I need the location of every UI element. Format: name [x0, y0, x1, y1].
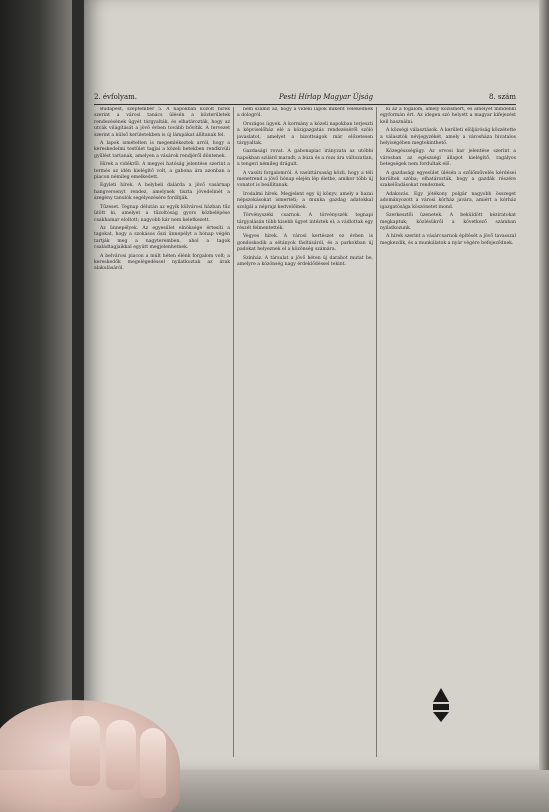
paragraph: nem számít az, hogy a vidéki lapok miként vélekednek a dologról. — [237, 107, 373, 119]
paragraph: A vasúti forgalomról. A vasúttársaság közli, hogy a téli menetrend a jövő hónap elején lép életbe, amikor több új vonatot is beállítanak. — [237, 170, 373, 189]
paragraph: Az ünnepélyek. Az egyesület elnöksége értesíti a tagokat, hogy a szokásos őszi ünnepélyt a hónap végén tartják meg a nagyteremben, ahol a tagok családtagjaikkal együtt megjelenhetnek. — [94, 225, 230, 251]
binding-gutter — [0, 0, 72, 812]
column-divider — [233, 107, 234, 757]
finger — [70, 716, 100, 786]
paragraph: Törvényszéki csarnok. A törvényszék tegnapi tárgyalásán több kisebb ügyet intéztek el; a vádlottak egy részét felmentették. — [237, 213, 373, 231]
column-divider — [376, 107, 377, 757]
text-column-3 — [380, 107, 516, 762]
page-edge — [539, 0, 549, 770]
paragraph: Tűzeset. Tegnap délután az egyik külvárosi házban tűz ütött ki, amelyet a tűzoltóság gyors közbelépése csakhamar eloltott; nagyobb kár nem keletkezett. — [94, 204, 230, 223]
paragraph: ki az a fogalom, amely közismert, és amelyet mindenki egyformán ért. Az idegen szó helyett a magyar kifejezést kell használni. — [380, 107, 516, 125]
header-title: Pesti Hírlap Magyar Újság — [279, 93, 374, 101]
paragraph: Budapest, szeptember 5. A napokban közölt hírek szerint a városi tanács ülésén a közterületek rendezésének ügyét tárgyalták, és elhatározták, hogy az utcák világítását a jövő évben tovább bővítik. A tervezet szerint a külső kerületekben is új lámpákat állítanak fel. — [94, 107, 230, 138]
finger — [140, 728, 166, 798]
paragraph: Hírek a vidékről. A megyei hatóság jelentése szerint a termés az idén kielégítő volt, a gabona ára azonban a piacon némileg emelkedett. — [94, 162, 230, 181]
finger — [106, 720, 136, 790]
paragraph: A belvárosi piacon a múlt héten élénk forgalom volt; a kereskedők megelégedéssel nyilatkoztak az árak alakulásáról. — [94, 253, 230, 272]
paragraph: Országos ügyek. A kormány a közeli napokban terjeszti a képviselőház elé a közigazgatás rendezéséről szóló javaslatot, amelyet a bizottságok már előzetesen tárgyaltak. — [237, 121, 373, 147]
ornament-icon — [433, 688, 449, 722]
paragraph: Gazdasági rovat. A gabonapiac irányzata az utóbbi napokban szilárd maradt; a búza és a rozs ára változatlan, a tengeri némileg drágult. — [237, 149, 373, 168]
paragraph: Szerkesztői üzenetek. A beküldött kéziratokat megkaptuk; közlésükről a következő számban nyilatkozunk. — [380, 213, 516, 231]
paragraph: A hírek szerint a vásárcsarnok építését a jövő tavasszal megkezdik, és a munkálatok a nyár végére befejeződnek. — [380, 234, 516, 246]
paragraph: A lapok ismételten is megemlékeztek arról, hogy a kereskedelmi testület tagjai a közeli hetekben rendkívüli gyűlést tartanak, amelyen a vásárok rendjéről döntenek. — [94, 141, 230, 159]
header-rule — [94, 104, 516, 105]
paragraph: Adakozás. Egy jótékony polgár nagyobb összeget adományozott a városi kórház javára, amiért a kórház igazgatósága köszönetet mond. — [380, 191, 516, 210]
header-volume: 2. évfolyam. — [94, 93, 138, 101]
paragraph: Színház. A társulat a jövő héten új darabot mutat be, amelyre a közönség nagy érdeklődéssel tekint. — [237, 255, 373, 267]
text-column-2 — [237, 107, 373, 762]
paragraph: Irodalmi hírek. Megjelent egy új könyv, amely a hazai népszokásokat ismerteti; a munka gazdag adatokkal szolgál a néprajz kedvelőinek. — [237, 191, 373, 210]
paragraph: A községi választások. A kerületi elöljáróság közzétette a választók névjegyzékét, amely a városháza hivatalos helyiségében megtekinthető. — [380, 128, 516, 147]
paragraph: Egyleti hírek. A helybeli dalárda a jövő vasárnap hangversenyt rendez, amelynek tiszta jövedelmét a szegény tanulók segélyezésére fordítják. — [94, 183, 230, 202]
header-issue: 8. szám — [489, 93, 516, 101]
text-column-1 — [94, 107, 230, 762]
paragraph: Közegészségügy. Az orvosi kar jelentése szerint a városban az egészségi állapot kielégítő, ragályos betegségek nem fordultak elő. — [380, 149, 516, 168]
paragraph: A gazdasági egyesület ülésén a szőlőművelés kérdései kerültek szóba; elhatározták, hogy a gazdák részére szakelőadásokat rendeznek. — [380, 170, 516, 189]
paragraph: Vegyes hírek. A városi kertészet ez évben is gondoskodik a sétányok fásításáról, és a parkokban új padokat helyeznek el a közönség számára. — [237, 234, 373, 253]
